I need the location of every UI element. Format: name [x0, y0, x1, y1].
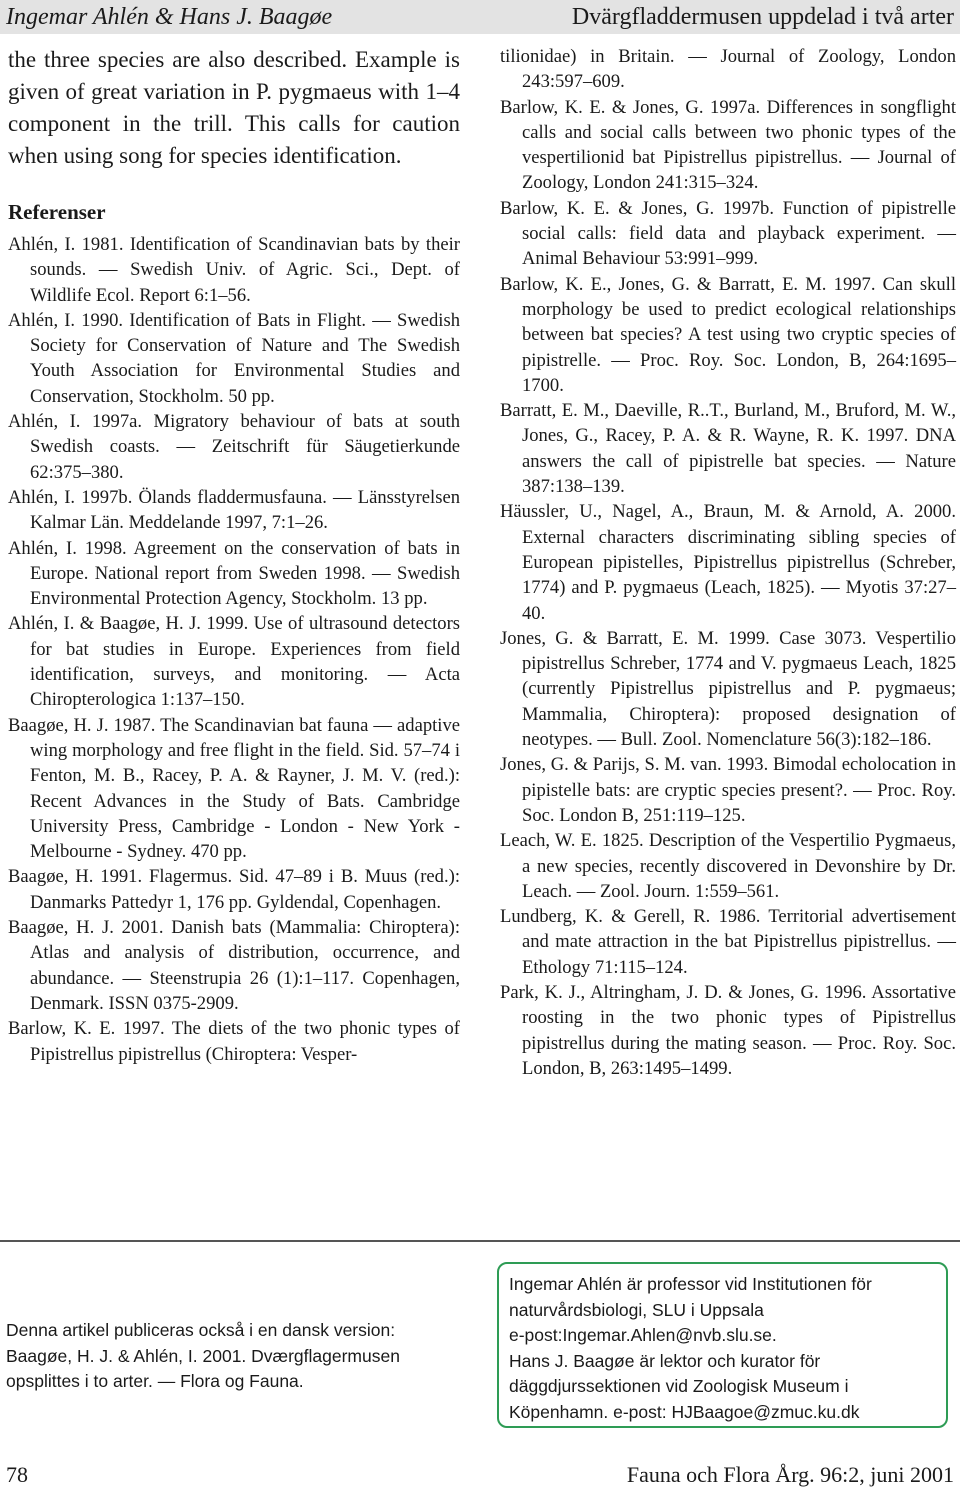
reference-item: Ahlén, I. & Baagøe, H. J. 1999. Use of ultrasound detectors for bat studies in Europe. Experiences from field identification, surveys, and monitoring. — Acta Chiropterologica 1:137–150.	[8, 613, 460, 711]
reference-item: Leach, W. E. 1825. Description of the Vespertilio Pygmaeus, a new species, recently discovered in Devonshire by Dr. Leach. — Zool. Journ. 1:559–561.	[500, 830, 956, 902]
author-info-line-2: e-post:Ingemar.Ahlen@nvb.slu.se.	[509, 1325, 777, 1345]
reference-item: Baagøe, H. 1991. Flagermus. Sid. 47–89 i B. Muus (red.): Danmarks Pattedyr 1, 176 pp. Gyldendal, Copenhagen.	[8, 866, 460, 913]
page-number: 78	[6, 1462, 28, 1487]
reference-item: Ahlén, I. 1990. Identification of Bats in Flight. — Swedish Society for Conservation of Nature and The Swedish Youth Association for Environmental Studies and Conservation, Stockholm. 50 pp.	[8, 309, 460, 407]
reference-item: Häussler, U., Nagel, A., Braun, M. & Arnold, A. 2000. External characters discriminating sibling species of European pipistelles, Pipistrellus pipistrellus (Schreber, 1774) and P. pygmaeus (Leach, 1825). — Myotis 37:27–40.	[500, 501, 956, 624]
author-info-line-3: Hans J. Baagøe är lektor och kurator för däggdjurssektionen vid Zoologisk Museum i Köpenhamn. e-post: HJBaagoe@zmuc.ku.dk	[509, 1350, 860, 1422]
intro-paragraph: the three species are also described. Example is given of great variation in P. pygmaeus with 1–4 component in the trill. This calls for caution when using song for species identification.	[8, 47, 460, 168]
reference-item: Jones, G. & Parijs, S. M. van. 1993. Bimodal echolocation in pipistelle bats: are cryptic species present?. — Proc. Roy. Soc. London B, 251:119–125.	[500, 754, 956, 826]
running-header	[0, 0, 960, 34]
header-title: Dvärgfladdermusen uppdelad i två arter	[571, 4, 954, 30]
reference-item: Park, K. J., Altringham, J. D. & Jones, G. 1996. Assortative roosting in the two phonic types of Pipistrellus pipistrellus during the mating season. — Proc. Roy. Soc. London, B, 263:1495–1499.	[500, 981, 956, 1079]
section-divider	[0, 1240, 960, 1242]
left-column	[8, 44, 460, 1067]
reference-item: Lundberg, K. & Gerell, R. 1986. Territorial advertisement and mate attraction in the bat Pipistrellus pipistrellus. — Ethology 71:115–124.	[500, 906, 956, 978]
header-authors: Ingemar Ahlén & Hans J. Baagøe	[6, 4, 333, 30]
author-info-line-1: Ingemar Ahlén är professor vid Institutionen för naturvårdsbiologi, SLU i Uppsala	[509, 1274, 872, 1320]
references-list-left	[8, 232, 460, 1067]
reference-item: Barlow, K. E. & Jones, G. 1997a. Differences in songflight calls and social calls between two phonic types of the vespertilionid bat Pipistrellus pipistrellus. — Journal of Zoology, London 241:315–324.	[500, 96, 956, 194]
reference-item: Barlow, K. E. & Jones, G. 1997b. Function of pipistrelle social calls: field data and playback experiment. — Animal Behaviour 53:991–999.	[500, 197, 956, 270]
reference-item: tilionidae) in Britain. — Journal of Zoology, London 243:597–609.	[500, 46, 956, 93]
reference-item: Ahlén, I. 1997a. Migratory behaviour of bats at south Swedish coasts. — Zeitschrift für Säugetierkunde 62:375–380.	[8, 411, 460, 483]
reference-item: Ahlén, I. 1997b. Ölands fladdermusfauna. — Länsstyrelsen Kalmar Län. Meddelande 1997, 7:1–26.	[8, 486, 460, 534]
right-column	[500, 44, 956, 1081]
reference-item: Barlow, K. E., Jones, G. & Barratt, E. M. 1997. Can skull morphology be used to predict ecological relationships between bat species? A test using two cryptic species of pipistrelle. — Proc. Roy. Soc. London, B, 264:1695–1700.	[500, 273, 956, 396]
reference-item: Baagøe, H. J. 1987. The Scandinavian bat fauna — adaptive wing morphology and free flight in the field. Sid. 57–74 i Fenton, M. B., Racey, P. A. & Rayner, J. M. V. (red.): Recent Advances in the Study of Bats. Cambridge University Press, Cambridge - London - New York - Melbourne - Sydney. 470 pp.	[8, 714, 460, 863]
reference-item: Jones, G. & Barratt, E. M. 1999. Case 3073. Vespertilio pipistrellus Schreber, 1774 and V. pygmaeus Leach, 1825 (currently Pipistrellus pipistrellus and P. pygmaeus; Mammalia, Chiroptera): proposed designation of neotypes. — Bull. Zool. Nomenclature 56(3):182–186.	[500, 627, 956, 751]
reference-item: Ahlén, I. 1998. Agreement on the conservation of bats in Europe. National report from Sweden 1998. — Swedish Environmental Protection Agency, Stockholm. 13 pp.	[8, 537, 460, 610]
reference-item: Ahlén, I. 1981. Identification of Scandinavian bats by their sounds. — Swedish Univ. of Agric. Sci., Dept. of Wildlife Ecol. Report 6:1–56.	[8, 234, 460, 306]
reference-item: Barlow, K. E. 1997. The diets of the two phonic types of Pipistrellus pipistrellus (Chiroptera: Vesper-	[8, 1018, 460, 1065]
author-info-box	[497, 1262, 948, 1428]
references-heading: Referenser	[8, 200, 106, 224]
references-list-right	[500, 44, 956, 1081]
danish-version-note	[6, 1318, 466, 1395]
journal-footer: Fauna och Flora Årg. 96:2, juni 2001	[626, 1462, 954, 1487]
reference-item: Baagøe, H. J. 2001. Danish bats (Mammalia: Chiroptera): Atlas and analysis of distribution, occurrence, and abundance. — Steenstrupia 26 (1):1–117. Copenhagen, Denmark. ISSN 0375-2909.	[8, 917, 460, 1014]
danish-version-text: Denna artikel publiceras också i en dansk version: Baagøe, H. J. & Ahlén, I. 2001. Dværgflagermusen opsplittes i to arter. — Flora og Fauna.	[6, 1320, 400, 1391]
reference-item: Barratt, E. M., Daeville, R..T., Burland, M., Bruford, M. W., Jones, G., Racey, P. A. & R. Wayne, R. K. 1997. DNA answers the call of pipistrelle bat species. — Nature 387:138–139.	[500, 400, 956, 498]
